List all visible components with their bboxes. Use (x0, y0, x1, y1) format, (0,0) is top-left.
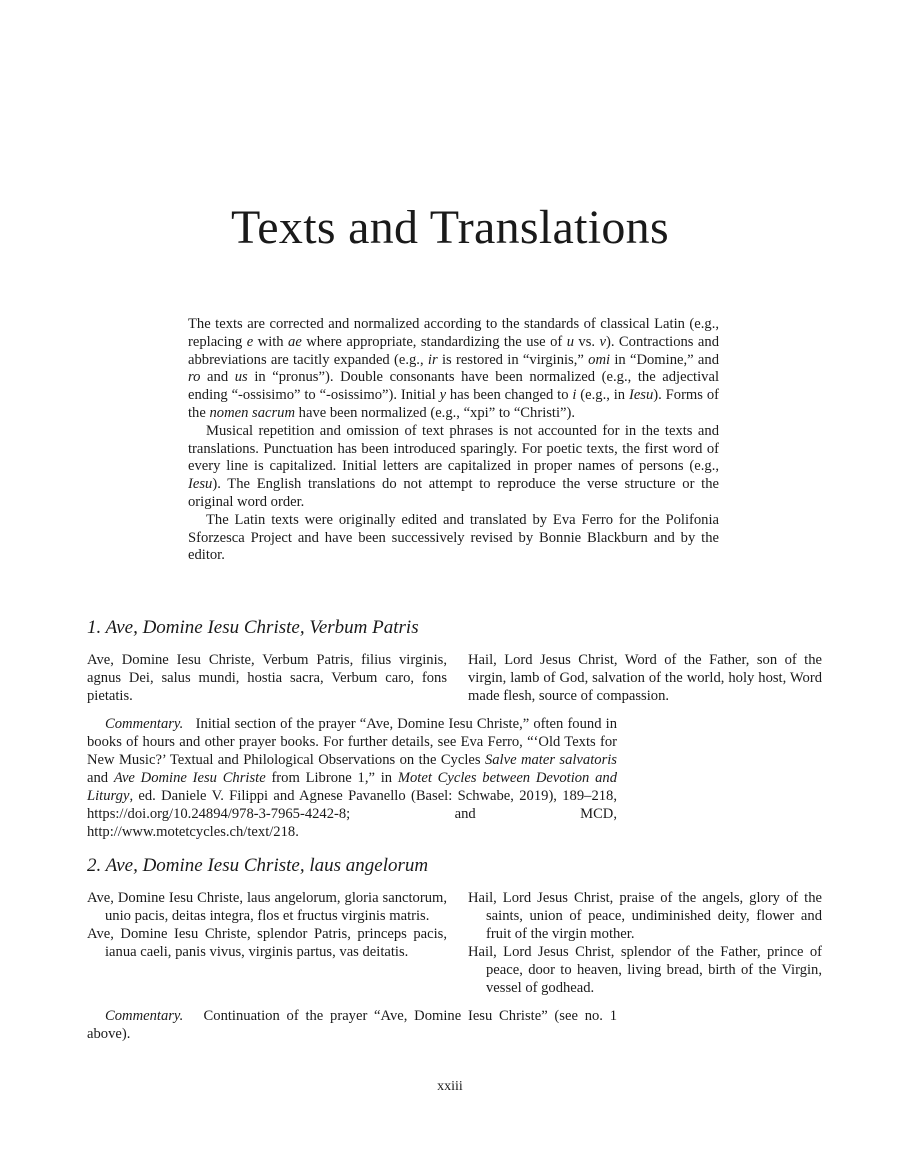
english-verse: Hail, Lord Jesus Christ, praise of the angels, glory of the saints, union of peace, undiminished deity, flower and fruit of the virgin mother. (468, 890, 822, 942)
entry-1-columns (87, 651, 822, 705)
page-title: Texts and Translations (231, 201, 669, 254)
commentary-label: Commentary. (105, 1008, 184, 1024)
intro-paragraph-1: The texts are corrected and normalized according to the standards of classical Latin (e.g., replacing e with ae where appropriate, standardizing the use of u vs. v). Contractions and abbreviations are tacitly expanded (e.g., ir is restored in “virginis,” omi in “Domine,” and ro and us in “pronus”). Double consonants have been normalized (e.g., the adjectival ending “-ossisimo” to “-osissimo”). Initial y has been changed to i (e.g., in Iesu). Forms of the nomen sacrum have been normalized (e.g., “xpi” to “Christi”). (188, 316, 719, 421)
entry-2-commentary: Commentary. Continuation of the prayer “Ave, Domine Iesu Christe” (see no. 1 above). (87, 1008, 617, 1042)
entry-2-title: 2. Ave, Domine Iesu Christe, laus angelorum (87, 855, 429, 876)
entry-2-latin (87, 889, 447, 997)
entry-1-title: 1. Ave, Domine Iesu Christe, Verbum Patris (87, 617, 419, 638)
entry-1-english (468, 651, 822, 705)
commentary-label: Commentary. (105, 716, 184, 732)
english-verse: Hail, Lord Jesus Christ, splendor of the Father, prince of peace, door to heaven, living bread, birth of the Virgin, vessel of godhead. (468, 944, 822, 996)
text-entry-2 (87, 854, 822, 1043)
latin-text: Ave, Domine Iesu Christe, Verbum Patris, filius virginis, agnus Dei, salus mundi, hostia sacra, Verbum caro, fons pietatis. (87, 652, 447, 704)
intro-text (188, 316, 719, 565)
latin-verse: Ave, Domine Iesu Christe, laus angelorum, gloria sanctorum, unio pacis, deitas integra, flos et fructus virginis matris. (87, 890, 447, 924)
intro-paragraph-2: Musical repetition and omission of text phrases is not accounted for in the texts and translations. Punctuation has been introduced sparingly. For poetic texts, the first word of every line is capitalized. Initial letters are capitalized in proper names of persons (e.g., Iesu). The English translations do not attempt to reproduce the verse structure or the original word order. (188, 422, 719, 510)
text-entry-1 (87, 616, 822, 841)
latin-verse: Ave, Domine Iesu Christe, splendor Patris, princeps pacis, ianua caeli, panis vivus, virginis partus, vas deitatis. (87, 926, 447, 960)
entry-2-english (468, 889, 822, 997)
page-number: xxiii (437, 1079, 463, 1094)
english-translation: Hail, Lord Jesus Christ, Word of the Father, son of the virgin, lamb of God, salvation of the world, holy host, Word made flesh, source of compassion. (468, 652, 822, 704)
intro-paragraph-3: The Latin texts were originally edited and translated by Eva Ferro for the Polifonia Sforzesca Project and have been successively revised by Bonnie Blackburn and by the editor. (188, 511, 719, 564)
entry-1-latin (87, 651, 447, 705)
entry-1-commentary: Commentary. Initial section of the prayer “Ave, Domine Iesu Christe,” often found in books of hours and other prayer books. For further details, see Eva Ferro, “‘Old Texts for New Music?’ Textual and Philological Observations on the Cycles Salve mater salvatoris and Ave Domine Iesu Christe from Librone 1,” in Motet Cycles between Devotion and Liturgy, ed. Daniele V. Filippi and Agnese Pavanello (Basel: Schwabe, 2019), 189–218, https://doi.org/10.24894/978-3-7965-4242-8; and MCD, http://www.motetcycles.ch/text/218. (87, 716, 617, 840)
entry-2-columns (87, 889, 822, 997)
